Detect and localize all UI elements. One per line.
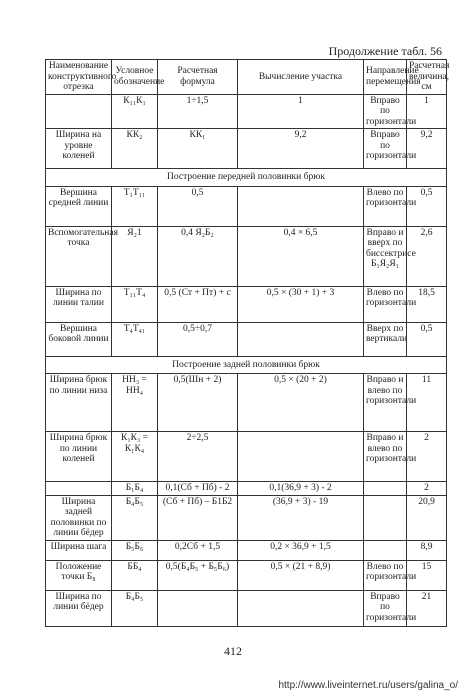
- table-cell: Вершина боковой линии: [46, 322, 112, 356]
- table-cell: 2: [407, 432, 447, 482]
- table-cell: Б₄Б₅: [112, 495, 158, 540]
- table-cell: 15: [407, 560, 447, 590]
- header-cell: Расчетная формула: [158, 60, 238, 95]
- table-cell: Б₁Б₄: [112, 482, 158, 496]
- table-cell: Т₁Т₁₁: [112, 186, 158, 226]
- table-cell: 2÷2,5: [158, 432, 238, 482]
- table-row: [46, 495, 447, 540]
- table-cell: 11: [407, 374, 447, 432]
- section-title: Построение передней половинки брюк: [46, 169, 447, 187]
- calculation-table: [45, 59, 450, 627]
- table-cell: К₁К₃ = К₁К₄: [112, 432, 158, 482]
- table-cell: Вправо и влево по горизонтали: [364, 432, 407, 482]
- table-cell: Т₄Т₄₁: [112, 322, 158, 356]
- table-cell: 20,9: [407, 495, 447, 540]
- table-cell: Вправо по горизонтали: [364, 94, 407, 129]
- table-cell: Вверх по вертикали: [364, 322, 407, 356]
- table-cell: 18,5: [407, 286, 447, 322]
- table-cell: 2,6: [407, 226, 447, 286]
- table-cell: 0,5: [407, 186, 447, 226]
- table-cell: [238, 322, 364, 356]
- table-cell: 9,2: [238, 129, 364, 169]
- table-cell: Положение точки Б₈: [46, 560, 112, 590]
- table-row: [46, 226, 447, 286]
- section-header-row: [46, 356, 447, 374]
- table-cell: Ширина брюк по линии коленей: [46, 432, 112, 482]
- table-cell: [158, 590, 238, 626]
- table-cell: Б₅Б₆: [112, 540, 158, 560]
- table-cell: Вправо и вверх по биссектрисе Б₁Я₂Я₁: [364, 226, 407, 286]
- table-cell: Ширина по линии талии: [46, 286, 112, 322]
- table-row: [46, 186, 447, 226]
- table-cell: НН₃ = НН₄: [112, 374, 158, 432]
- table-cell: 0,2Сб + 1,5: [158, 540, 238, 560]
- table-cell: Влево по горизонтали: [364, 560, 407, 590]
- table-row: [46, 482, 447, 496]
- table-cell: Вправо по горизонтали: [364, 590, 407, 626]
- table-cell: [364, 495, 407, 540]
- header-cell: Вычисление участка: [238, 60, 364, 95]
- table-cell: (Сб + Пб) – Б1Б2: [158, 495, 238, 540]
- table-cell: 0,5 × (20 + 2): [238, 374, 364, 432]
- table-row: [46, 590, 447, 626]
- table-cell: Ширина по линии бёдер: [46, 590, 112, 626]
- table-cell: Ширина шага: [46, 540, 112, 560]
- table-cell: [238, 590, 364, 626]
- table-cell: 0,4 Я₂Б₂: [158, 226, 238, 286]
- table-row: [46, 432, 447, 482]
- table-cell: [46, 94, 112, 129]
- table-cell: Ширина брюк по линии низа: [46, 374, 112, 432]
- section-header-row: [46, 169, 447, 187]
- table-caption: Продолжение табл. 56: [328, 44, 442, 58]
- table-cell: 0,5 (Ст + Пт) + с: [158, 286, 238, 322]
- table-cell: 0,1(36,9 + 3) - 2: [238, 482, 364, 496]
- table-cell: Ширина задней половинки по линии бёдер: [46, 495, 112, 540]
- page-number: 412: [224, 644, 242, 658]
- table-body: [46, 94, 447, 626]
- table-cell: 0,5: [158, 186, 238, 226]
- table-cell: Вправо и влево по горизонтали: [364, 374, 407, 432]
- header-cell: Расчетная величина, см: [407, 60, 447, 95]
- table-cell: 0,4 × 6,5: [238, 226, 364, 286]
- table-cell: КК₂: [112, 129, 158, 169]
- table-cell: [364, 540, 407, 560]
- table-row: [46, 322, 447, 356]
- table-cell: 0,5(Шн + 2): [158, 374, 238, 432]
- header-cell: Наименование конструктивного отрезка: [46, 60, 112, 95]
- table-cell: [364, 482, 407, 496]
- table-row: [46, 374, 447, 432]
- table-cell: Вправо по горизонтали: [364, 129, 407, 169]
- table-cell: 2: [407, 482, 447, 496]
- table-cell: [238, 432, 364, 482]
- table-cell: 0,2 × 36,9 + 1,5: [238, 540, 364, 560]
- table-cell: 0,1(Сб + Пб) - 2: [158, 482, 238, 496]
- table-cell: Т₁₁Т₄: [112, 286, 158, 322]
- table-cell: [238, 186, 364, 226]
- table-cell: К₁₁К₁: [112, 94, 158, 129]
- table-row: [46, 94, 447, 129]
- table-cell: Я₂1: [112, 226, 158, 286]
- table-row: [46, 286, 447, 322]
- table-cell: (36,9 + 3) - 19: [238, 495, 364, 540]
- table-cell: 1: [238, 94, 364, 129]
- table-cell: Влево по горизонтали: [364, 186, 407, 226]
- header-cell: Условное обозначение: [112, 60, 158, 95]
- section-title: Построение задней половинки брюк: [46, 356, 447, 374]
- header-row: [46, 60, 447, 95]
- table-cell: 1: [407, 94, 447, 129]
- header-cell: Направление перемещения: [364, 60, 407, 95]
- table-cell: 0,5(Б₄Б₅ + Б₅Б₆): [158, 560, 238, 590]
- table-cell: 0,5: [407, 322, 447, 356]
- table-cell: Вспомогательная точка: [46, 226, 112, 286]
- table-cell: Вершина средней линии: [46, 186, 112, 226]
- table-cell: [46, 482, 112, 496]
- table-cell: КК₁: [158, 129, 238, 169]
- table-row: [46, 129, 447, 169]
- table-cell: 9,2: [407, 129, 447, 169]
- table-cell: Ширина на уровне коленей: [46, 129, 112, 169]
- table-cell: 0,5 × (21 + 8,9): [238, 560, 364, 590]
- table-row: [46, 540, 447, 560]
- source-url: http://www.liveinternet.ru/users/galina_o/: [278, 680, 458, 691]
- table-cell: 0,5÷0,7: [158, 322, 238, 356]
- table-cell: 1÷1,5: [158, 94, 238, 129]
- table-row: [46, 560, 447, 590]
- table-cell: ББ₄: [112, 560, 158, 590]
- table-cell: 8,9: [407, 540, 447, 560]
- table-cell: 0,5 × (30 + 1) + 3: [238, 286, 364, 322]
- table-cell: 21: [407, 590, 447, 626]
- table-cell: Б₄Б₅: [112, 590, 158, 626]
- table-cell: Влево по горизонтали: [364, 286, 407, 322]
